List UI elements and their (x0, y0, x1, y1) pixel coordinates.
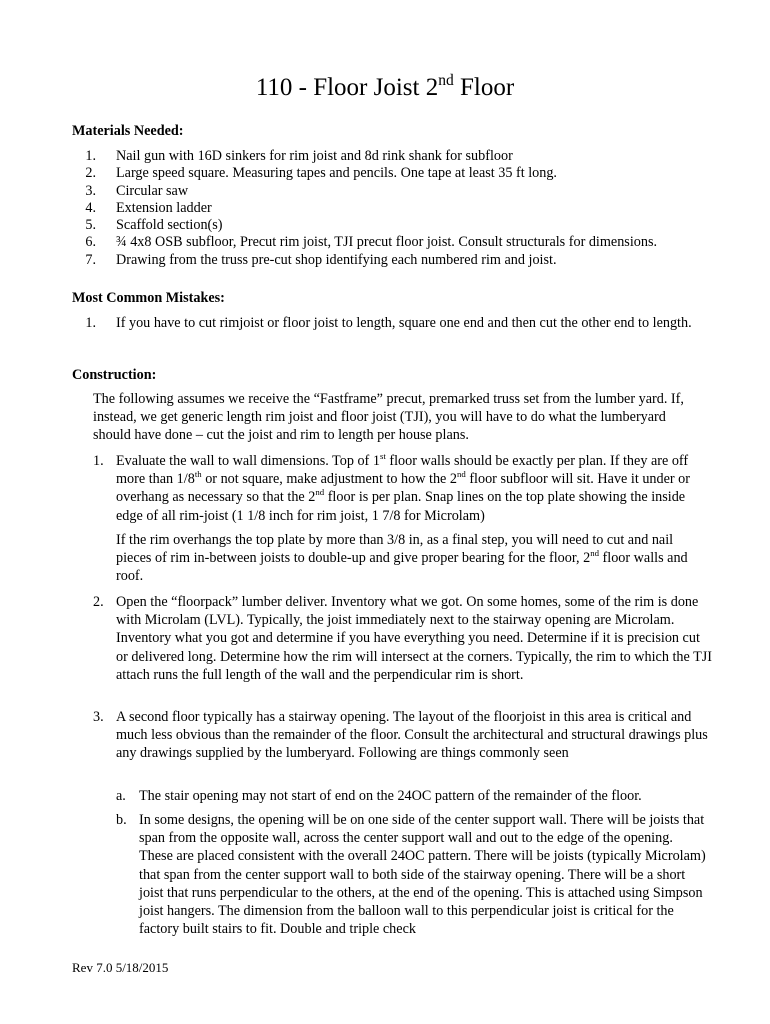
list-item: 2. Large speed square. Measuring tapes and pencils. One tape at least 35 ft long. (85, 165, 557, 182)
list-item: 4. Extension ladder (85, 199, 212, 216)
page-title: 110 - Floor Joist 2nd Floor (255, 71, 515, 101)
list-item: 1. Nail gun with 16D sinkers for rim joist and 8d rink shank for subfloor (85, 148, 513, 164)
mistakes-heading: Most Common Mistakes: (72, 290, 225, 306)
construction-step-3b: b. In some designs, the opening will be on one side of the center support wall. There will be joists that span from the opposite wall, across the center support wall and out to the edge of the opening. These are placed consistent with the overall 24OC pattern. There will be joists (typically Microlam) that span from the center support wall to both side of the stairway opening. There will be a short joist that runs perpendicular to the others, at the end of the opening. This is attached using Simpson joist hangers. The dimension from the balloon wall to this perpendicular joist is critical for the factory built stairs to fit. Double and triple check (116, 812, 706, 938)
materials-list (72, 148, 712, 269)
construction-step-1-note: If the rim overhangs the top plate by more than 3/8 in, as a final step, you will need to cut and nail pieces of rim in-between joists to double-up and give proper bearing for the floor, 2nd floor walls and roof. (116, 532, 688, 585)
construction-heading: Construction: (72, 367, 157, 383)
list-item: 6. ¾ 4x8 OSB subfloor, Precut rim joist, TJI precut floor joist. Consult structurals for dimensions. (85, 234, 658, 251)
revision-footer: Rev 7.0 5/18/2015 (72, 960, 169, 975)
construction-step-3: 3. A second floor typically has a stairway opening. The layout of the floorjoist in this area is critical and much less obvious than the remainder of the floor. Consult the architectural and structural drawings plus any drawings supplied by the lumberyard. Following are things commonly seen (93, 709, 708, 762)
construction-step-3a: a. The stair opening may not start of end on the 24OC pattern of the remainder of the floor. (116, 788, 642, 804)
mistakes-list (72, 314, 712, 332)
list-item: 3. Circular saw (85, 182, 189, 199)
materials-heading: Materials Needed: (72, 123, 184, 139)
list-item: 7. Drawing from the truss pre-cut shop identifying each numbered rim and joist. (85, 251, 557, 268)
construction-intro: The following assumes we receive the “Fastframe” precut, premarked truss set from the lumber yard. If, instead, we get generic length rim joist and floor joist (TJI), you will have to do what the lumberyard should have done – cut the joist and rim to length per house plans. (93, 391, 684, 444)
list-item: 1. If you have to cut rimjoist or floor joist to length, square one end and then cut the other end to length. (85, 315, 692, 331)
construction-step-1: 1. Evaluate the wall to wall dimensions. Top of 1st floor walls should be exactly per plan. If they are off more than 1/8th or not square, make adjustment to how the 2nd floor subfloor will sit. Have it under or overhang as necessary so that the 2nd floor is per plan. Snap lines on the top plate showing the inside edge of all rim-joist (1 1/8 inch for rim joist, 1 7/8 for Microlam) (93, 450, 690, 524)
construction-step-2: 2. Open the “floorpack” lumber deliver. Inventory what we got. On some homes, some of the rim is done with Microlam (LVL). Typically, the joist immediately next to the stairway opening are Microlam. Inventory what you got and determine if you have everything you need. Determine if it is precision cut or delivered long. Determine how the rim will intersect at the corners. Typically, the rim to which the TJI attach runs the full length of the wall and the perpendicular rim is short. (93, 594, 713, 683)
list-item: 5. Scaffold section(s) (85, 217, 223, 234)
